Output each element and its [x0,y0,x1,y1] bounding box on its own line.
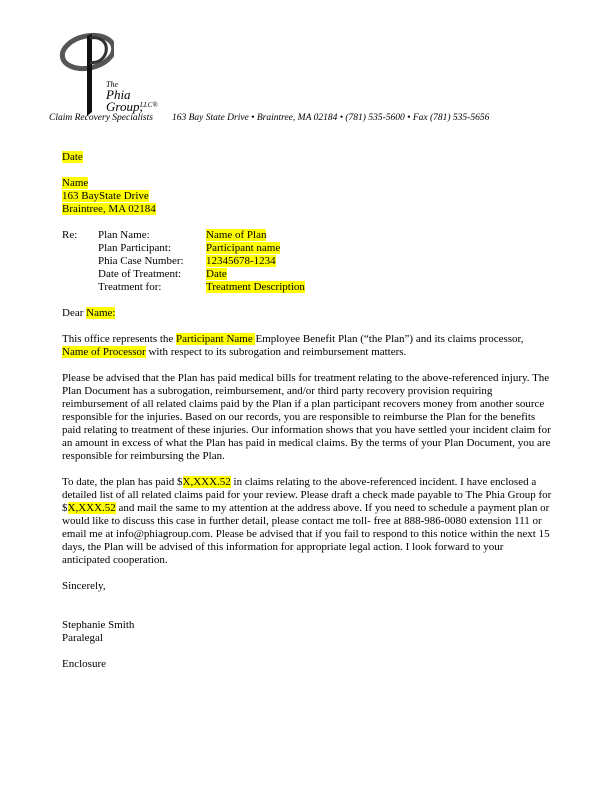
re-row-value: Date [206,268,227,280]
brand-group: Group, [106,99,143,114]
letter-body [62,151,552,671]
company-address: 163 Bay State Drive • Braintree, MA 02184 • (781) 535-5600 • Fax (781) 535-5656 [172,113,490,123]
salutation: Dear Name: [62,307,116,319]
phia-logo-icon [54,28,114,118]
re-row-label: Treatment for: [98,281,162,293]
recipient-name: Name [62,177,89,189]
letterhead [0,0,612,140]
processor-name: Name of Processor [62,346,146,358]
closing: Sincerely, [62,580,106,592]
re-row-value: 12345678-1234 [206,255,276,267]
tagline: Claim Recovery Specialists [49,113,153,123]
salutation-name: Name: [86,307,116,319]
re-row-value: Name of Plan [206,229,267,241]
brand-the: The [106,80,118,89]
re-row-value: Participant name [206,242,281,254]
enclosure: Enclosure [62,658,106,670]
re-row-label: Plan Name: [98,229,150,241]
re-row-label: Phia Case Number: [98,255,184,267]
recipient-city: Braintree, MA 02184 [62,203,156,215]
brand-phia: Phia [106,87,131,102]
amount-due: X,XXX.52 [67,502,116,514]
re-row-label: Date of Treatment: [98,268,182,280]
signer-title: Paralegal [62,632,103,644]
re-row-value: Treatment Description [206,281,305,293]
paragraph-1: This office represents the Participant Name Employee Benefit Plan (“the Plan”) and its claims processor, Name of Processor with respect to its subrogation and reimbursement matters. [62,333,524,358]
brand-llc: LLC® [140,101,158,109]
re-block [62,229,552,294]
recipient-street: 163 BayState Drive [62,190,149,202]
amount-paid: X,XXX.52 [182,476,231,488]
paragraph-3: To date, the plan has paid $X,XXX.52 in claims relating to the above-referenced incident. I have enclosed a detailed list of all related claims paid for your review. Please draft a check made payable to The Phia Group for $X,XXX.52 and mail the same to my attention at the address above. If you need to schedule a payment plan or would like to discuss this case in further detail, please contact me toll- free at 888-986-0080 extension 111 or email me at info@phiagroup.com. Please be advised that if you fail to respond to this notice within the next 15 days, the Plan will be advised of this information for appropriate legal action. I look forward to your anticipated cooperation. [62,476,552,566]
letter-date: Date [62,151,83,163]
participant-name: Participant Name [176,333,256,345]
re-row-label: Plan Participant: [98,242,172,254]
signer-name: Stephanie Smith [62,619,135,631]
paragraph-2: Please be advised that the Plan has paid medical bills for treatment relating to the above-referenced injury. The Plan Document has a subrogation, reimbursement, and/or third party recovery provision requiring reimbursement of all related claims paid by the Plan if a plan participant recovers money from another source responsible for the injuries. Based on our records, you are responsible to reimburse the Plan for the benefits paid relating to treatment of these injuries. Our information shows that you have settled your incident claim for an amount in excess of what the Plan has paid in medical claims. By the terms of your Plan Document, you are responsible for reimbursing the Plan. [62,372,551,462]
re-label: Re: [62,229,78,241]
